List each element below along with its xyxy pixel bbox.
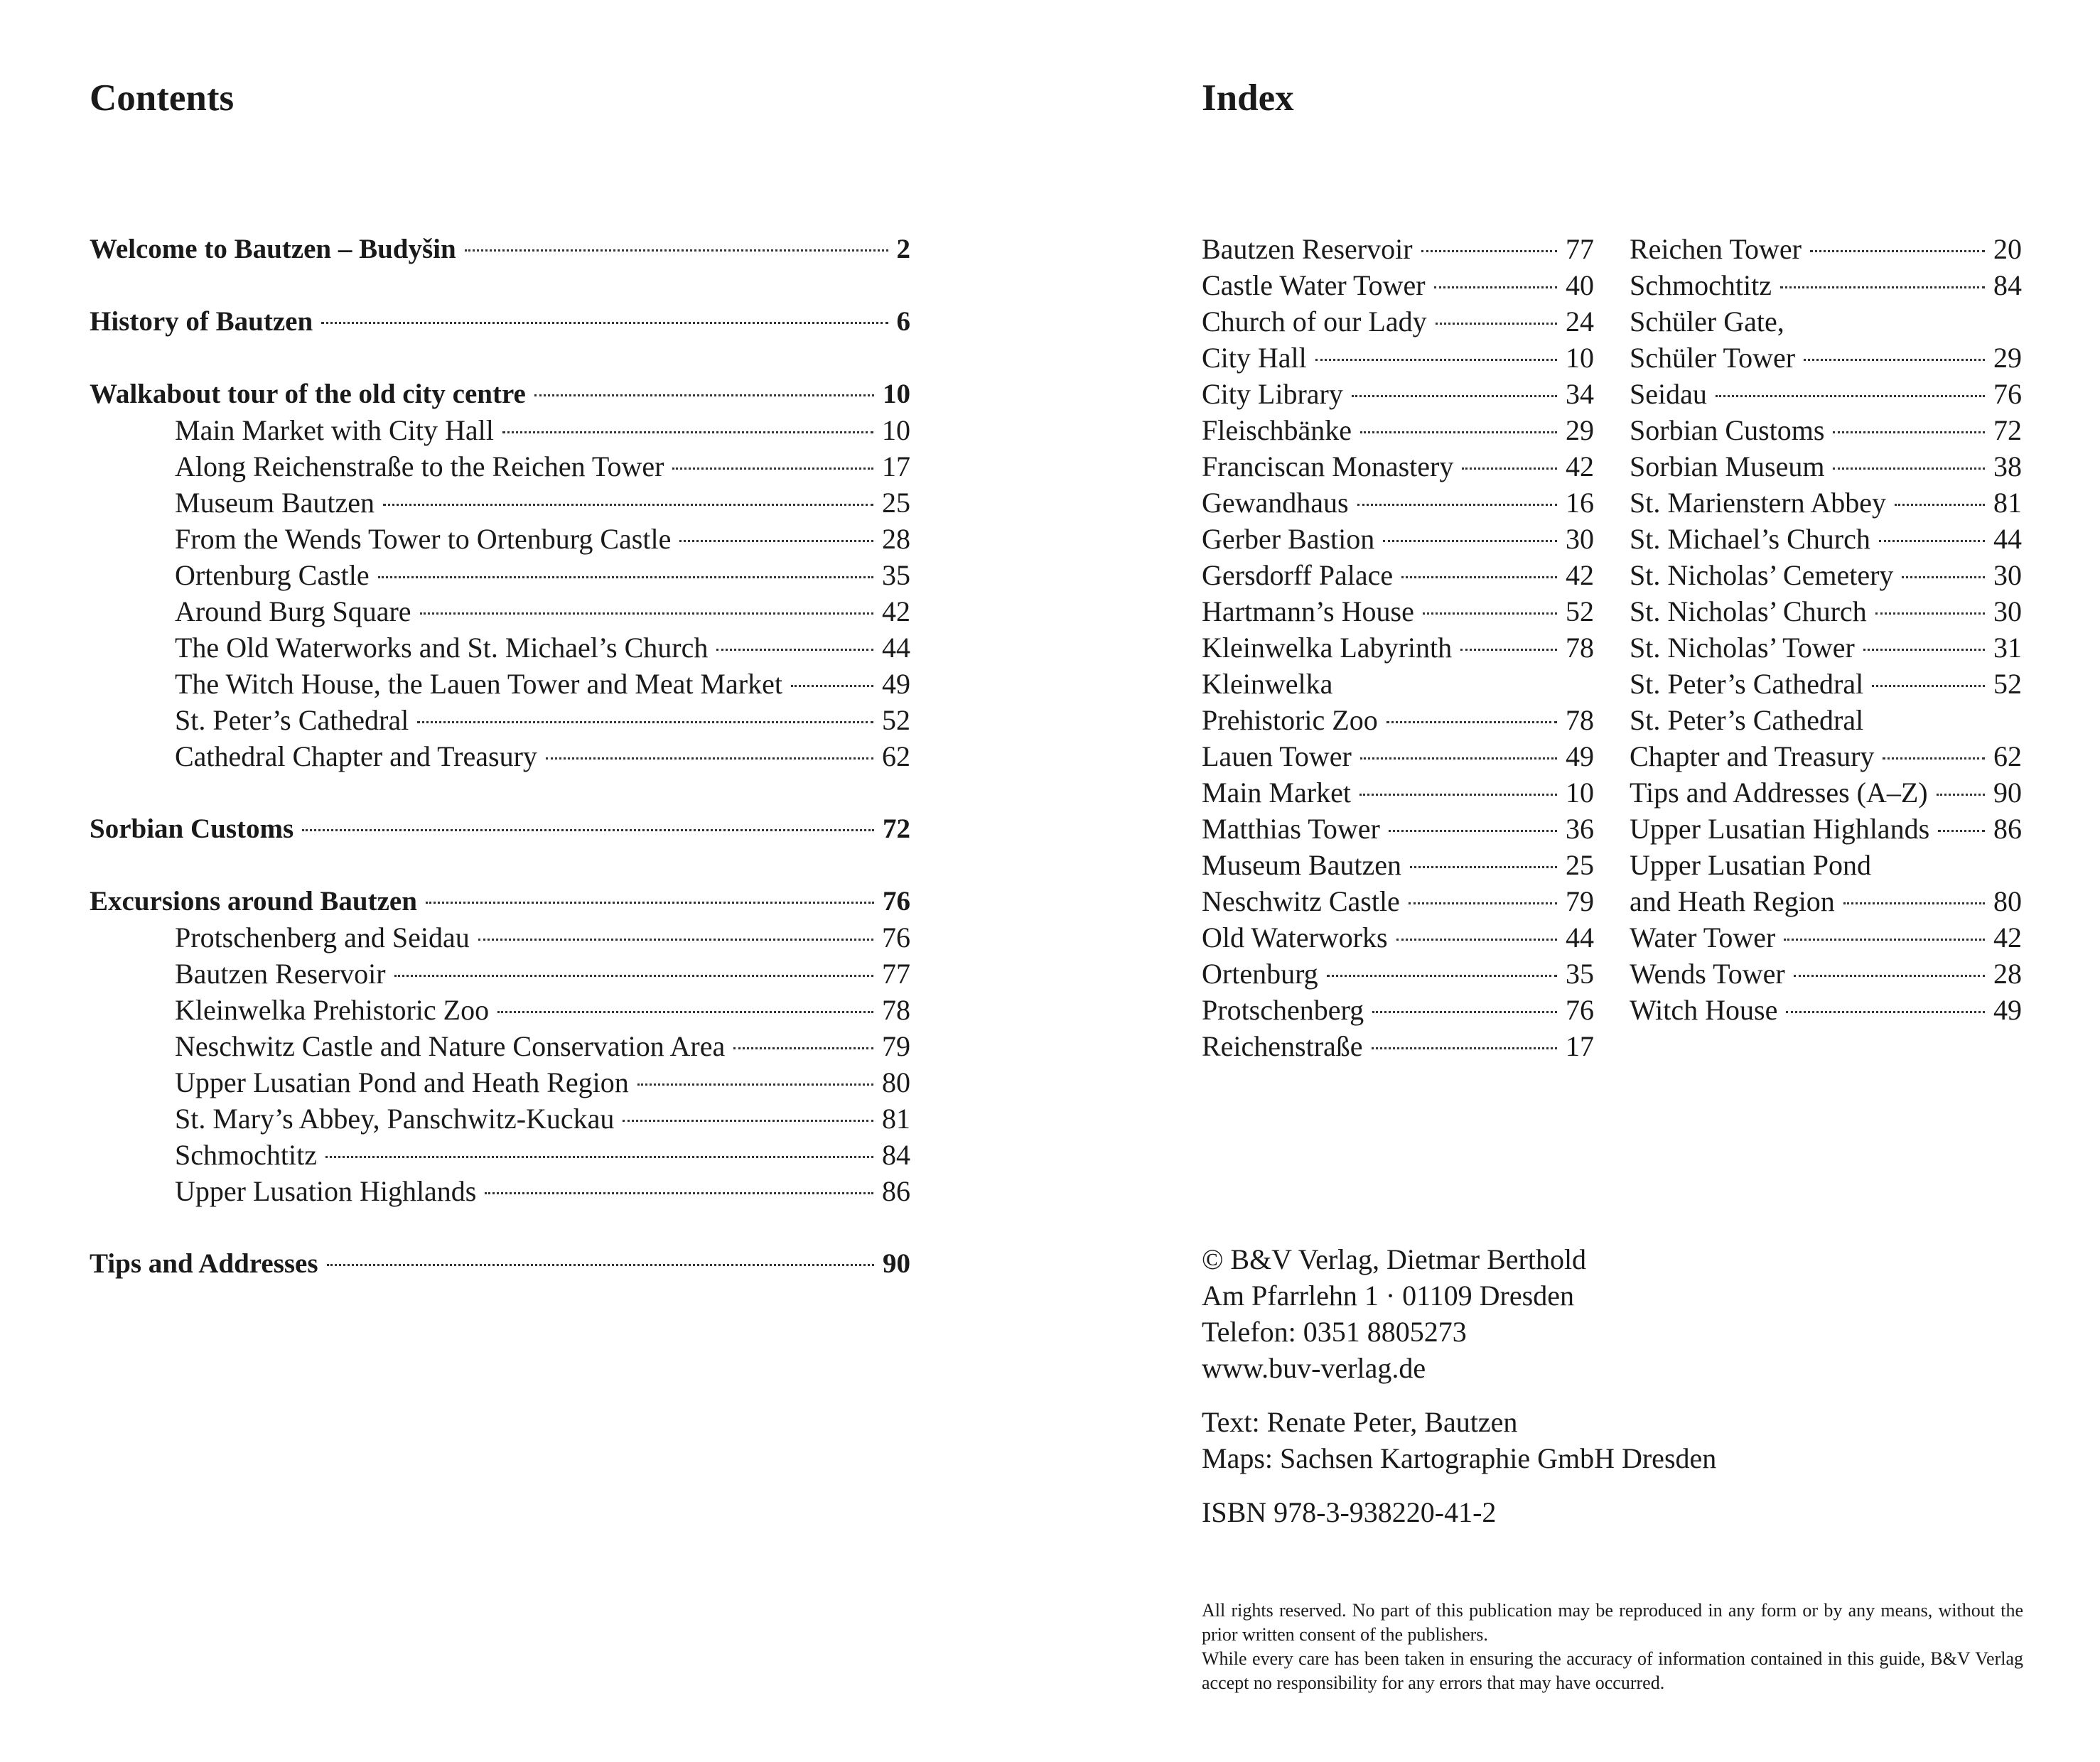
index-entry[interactable] <box>1202 485 1594 521</box>
toc-chapter-label: History of Bautzen <box>90 306 313 337</box>
index-entry[interactable] <box>1630 448 2022 485</box>
toc-entry-label: Bautzen Reservoir <box>175 958 386 990</box>
index-entry-label: St. Michael’s Church <box>1630 523 1870 555</box>
index-entry-page-number: 25 <box>1566 849 1594 881</box>
index-entry-label: Hartmann’s House <box>1202 595 1414 627</box>
dot-leader <box>1786 1011 1985 1013</box>
index-entry-label: Franciscan Monastery <box>1202 450 1454 482</box>
toc-chapter[interactable] <box>90 376 910 412</box>
index-entry-label: St. Nicholas’ Tower <box>1630 632 1855 664</box>
dot-leader <box>1357 504 1557 506</box>
toc-chapter-label: Tips and Addresses <box>90 1248 318 1279</box>
contents-heading: Contents <box>90 77 235 119</box>
index-entry[interactable] <box>1202 1028 1594 1064</box>
toc-entry-label: Along Reichenstraße to the Reichen Tower <box>175 450 664 482</box>
index-entry[interactable] <box>1202 956 1594 992</box>
index-entry-label: Chapter and Treasury <box>1630 740 1875 772</box>
dot-leader <box>1843 902 1985 904</box>
index-entry[interactable] <box>1630 666 2022 702</box>
index-entry-page-number: 16 <box>1566 487 1594 519</box>
index-entry[interactable] <box>1630 629 2022 666</box>
index-entry-page-number: 24 <box>1566 306 1594 337</box>
index-entry-page-number: 84 <box>1993 269 2022 301</box>
index-entry-page-number: 80 <box>1993 885 2022 917</box>
index-entry-label: St. Peter’s Cathedral <box>1630 704 1864 736</box>
index-entry-label: Kleinwelka Labyrinth <box>1202 632 1453 664</box>
toc-entry[interactable] <box>90 738 910 774</box>
dot-leader <box>1460 649 1557 651</box>
toc-entry-page-number: 84 <box>882 1139 910 1171</box>
index-entry-page-number: 17 <box>1566 1030 1594 1062</box>
index-entry-label: Sorbian Customs <box>1630 414 1825 446</box>
index-entry-label: St. Peter’s Cathedral <box>1630 668 1864 700</box>
index-entry-label: Schüler Tower <box>1630 342 1796 374</box>
index-entry-label: Upper Lusatian Pond <box>1630 849 1871 881</box>
toc-chapter[interactable] <box>90 883 910 919</box>
toc-chapter[interactable] <box>90 1245 910 1282</box>
disclaimer <box>1202 1599 2023 1695</box>
index-entry[interactable] <box>1202 738 1594 774</box>
dot-leader <box>1372 1047 1557 1049</box>
toc-entry-page-number: 77 <box>882 958 910 990</box>
index-entry[interactable] <box>1630 231 2022 267</box>
index-entry-label: Main Market <box>1202 777 1351 809</box>
publisher-address: Am Pfarrlehn 1 · 01109 Dresden <box>1202 1280 1574 1312</box>
index-entry-page-number: 42 <box>1993 921 2022 953</box>
index-entry-page-number: 49 <box>1566 740 1594 772</box>
index-entry[interactable] <box>1630 992 2022 1028</box>
dot-leader <box>485 1192 873 1194</box>
toc-entry-page-number: 52 <box>882 704 910 736</box>
toc-section <box>90 883 910 1209</box>
index-entry[interactable] <box>1630 303 2022 340</box>
index-entry-label: St. Marienstern Abbey <box>1630 487 1887 519</box>
toc-entry-page-number: 44 <box>882 632 910 664</box>
toc-entry[interactable] <box>90 992 910 1028</box>
toc-chapter-page-number: 10 <box>883 379 910 409</box>
index-entry-page-number: 42 <box>1566 559 1594 591</box>
dot-leader <box>1315 359 1557 361</box>
dot-leader <box>426 902 874 904</box>
dot-leader <box>383 504 873 506</box>
dot-leader <box>1794 975 1985 977</box>
index-column-1 <box>1202 231 1594 1064</box>
index-entry-page-number: 44 <box>1566 921 1594 953</box>
toc-entry-label: Main Market with City Hall <box>175 414 494 446</box>
toc-entry-label: Museum Bautzen <box>175 487 375 519</box>
index-entry-page-number: 40 <box>1566 269 1594 301</box>
toc-entry[interactable] <box>90 629 910 666</box>
toc-entry-page-number: 35 <box>882 559 910 591</box>
index-entry-label: Reichen Tower <box>1630 233 1802 265</box>
index-entry-page-number: 30 <box>1993 559 2022 591</box>
index-entry[interactable] <box>1630 847 2022 883</box>
index-entry[interactable] <box>1630 267 2022 303</box>
index-entry[interactable] <box>1630 593 2022 629</box>
dot-leader <box>1804 359 1985 361</box>
imprint <box>1202 1241 2026 1548</box>
publisher-name: © B&V Verlag, Dietmar Berthold <box>1202 1243 1587 1275</box>
index-entry-page-number: 31 <box>1993 632 2022 664</box>
dot-leader <box>623 1120 873 1122</box>
dot-leader <box>716 649 873 651</box>
dot-leader <box>1462 467 1557 470</box>
toc-chapter[interactable] <box>90 231 910 267</box>
index-entry-page-number: 36 <box>1566 813 1594 845</box>
toc-entry-page-number: 42 <box>882 595 910 627</box>
publisher-block <box>1202 1241 2026 1386</box>
toc-entry[interactable] <box>90 956 910 992</box>
dot-leader <box>417 721 873 723</box>
dot-leader <box>1372 1011 1557 1013</box>
toc-entry[interactable] <box>90 702 910 738</box>
index-entry-label: Neschwitz Castle <box>1202 885 1400 917</box>
maps-credit: Maps: Sachsen Kartographie GmbH Dresden <box>1202 1442 1717 1474</box>
index-entry[interactable] <box>1630 485 2022 521</box>
index-entry[interactable] <box>1630 811 2022 847</box>
toc-entry-page-number: 10 <box>882 414 910 446</box>
dot-leader <box>1716 395 1985 397</box>
toc-chapter-page-number: 2 <box>896 234 910 264</box>
index-entry-page-number: 10 <box>1566 777 1594 809</box>
toc-section <box>90 376 910 774</box>
dot-leader <box>546 757 873 760</box>
index-entry-label: Prehistoric Zoo <box>1202 704 1378 736</box>
dot-leader <box>420 612 873 615</box>
dot-leader <box>325 1156 873 1158</box>
dot-leader <box>1386 721 1557 723</box>
toc-entry[interactable] <box>90 919 910 956</box>
toc-entry-label: Kleinwelka Prehistoric Zoo <box>175 994 490 1026</box>
index-entry-page-number: 76 <box>1993 378 2022 410</box>
index-entry[interactable] <box>1202 811 1594 847</box>
index-entry[interactable] <box>1202 919 1594 956</box>
index-entry-label: Museum Bautzen <box>1202 849 1402 881</box>
index-entry-label: and Heath Region <box>1630 885 1835 917</box>
index-entry-label: Bautzen Reservoir <box>1202 233 1413 265</box>
index-entry[interactable] <box>1202 376 1594 412</box>
index-entry[interactable] <box>1202 593 1594 629</box>
dot-leader <box>394 975 873 977</box>
index-entry-label: Upper Lusatian Highlands <box>1630 813 1930 845</box>
index-entry[interactable] <box>1202 303 1594 340</box>
index-entry-page-number: 38 <box>1993 450 2022 482</box>
dot-leader <box>733 1047 873 1049</box>
rights-notice: All rights reserved. No part of this publication may be reproduced in any form or by any means, without the prior written consent of the publishers. <box>1202 1600 2023 1645</box>
index-entry[interactable] <box>1630 956 2022 992</box>
toc-chapter-page-number: 76 <box>883 886 910 917</box>
dot-leader <box>1883 757 1985 760</box>
index-entry-page-number: 86 <box>1993 813 2022 845</box>
index-column-2 <box>1630 231 2022 1028</box>
dot-leader <box>1434 286 1557 288</box>
index-entry-page-number: 62 <box>1993 740 2022 772</box>
toc-entry[interactable] <box>90 412 910 448</box>
dot-leader <box>637 1083 873 1086</box>
index-entry-label: Gersdorff Palace <box>1202 559 1394 591</box>
dot-leader <box>1833 431 1985 433</box>
dot-leader <box>534 394 874 396</box>
toc-entry-label: From the Wends Tower to Ortenburg Castle <box>175 523 672 555</box>
index-entry-label: Lauen Tower <box>1202 740 1352 772</box>
index-entry-label: Gerber Bastion <box>1202 523 1375 555</box>
index-entry-page-number: 42 <box>1566 450 1594 482</box>
toc-entry-page-number: 49 <box>882 668 910 700</box>
toc-entry[interactable] <box>90 1028 910 1064</box>
dot-leader <box>497 1011 873 1013</box>
dot-leader <box>1421 250 1557 252</box>
index-entry-page-number: 29 <box>1566 414 1594 446</box>
dot-leader <box>679 540 873 542</box>
toc-entry[interactable] <box>90 1064 910 1101</box>
index-entry-label: Sorbian Museum <box>1630 450 1825 482</box>
index-entry-label: Matthias Tower <box>1202 813 1380 845</box>
toc-entry[interactable] <box>90 666 910 702</box>
index-entry-page-number: 52 <box>1993 668 2022 700</box>
toc-entry-label: Cathedral Chapter and Treasury <box>175 740 537 772</box>
index-entry[interactable] <box>1630 557 2022 593</box>
index-entry[interactable] <box>1630 340 2022 376</box>
index-entry-page-number: 77 <box>1566 233 1594 265</box>
dot-leader <box>1352 395 1557 397</box>
toc-entry-label: The Old Waterworks and St. Michael’s Church <box>175 632 709 664</box>
dot-leader <box>478 939 873 941</box>
toc-entry-label: Upper Lusatian Pond and Heath Region <box>175 1066 629 1098</box>
toc-entry-label: Protschenberg and Seidau <box>175 921 470 953</box>
isbn: ISBN 978-3-938220-41-2 <box>1202 1496 1497 1528</box>
index-entry-label: Ortenburg <box>1202 958 1318 990</box>
index-entry-page-number: 34 <box>1566 378 1594 410</box>
dot-leader <box>1383 540 1557 542</box>
toc-entry-page-number: 78 <box>882 994 910 1026</box>
index-entry[interactable] <box>1202 883 1594 919</box>
dot-leader <box>1389 830 1557 832</box>
dot-leader <box>1784 939 1985 941</box>
index-entry[interactable] <box>1202 629 1594 666</box>
index-entry-page-number: 30 <box>1566 523 1594 555</box>
index-page <box>1050 0 2100 1762</box>
index-entry-label: Protschenberg <box>1202 994 1364 1026</box>
index-entry[interactable] <box>1202 847 1594 883</box>
toc-section <box>90 303 910 340</box>
dot-leader <box>302 829 874 831</box>
index-entry-page-number: 90 <box>1993 777 2022 809</box>
dot-leader <box>1410 866 1557 868</box>
dot-leader <box>327 1264 874 1266</box>
dot-leader <box>791 685 873 687</box>
toc-entry[interactable] <box>90 485 910 521</box>
dot-leader <box>321 322 888 324</box>
index-entry-page-number: 20 <box>1993 233 2022 265</box>
index-entry-label: Gewandhaus <box>1202 487 1349 519</box>
index-entry-page-number: 44 <box>1993 523 2022 555</box>
toc-entry[interactable] <box>90 521 910 557</box>
toc-entry[interactable] <box>90 1173 910 1209</box>
dot-leader <box>1436 323 1557 325</box>
dot-leader <box>1879 540 1985 542</box>
index-entry-label: Kleinwelka <box>1202 668 1333 700</box>
index-entry-page-number: 72 <box>1993 414 2022 446</box>
index-entry[interactable] <box>1202 557 1594 593</box>
text-credit: Text: Renate Peter, Bautzen <box>1202 1406 1518 1438</box>
dot-leader <box>1872 685 1985 687</box>
index-entry[interactable] <box>1202 521 1594 557</box>
dot-leader <box>378 576 873 578</box>
index-entry-page-number: 30 <box>1993 595 2022 627</box>
index-entry-label: City Hall <box>1202 342 1307 374</box>
toc-entry[interactable] <box>90 593 910 629</box>
dot-leader <box>1902 576 1985 578</box>
publisher-phone: Telefon: 0351 8805273 <box>1202 1316 1467 1348</box>
index-entry-label: Tips and Addresses (A–Z) <box>1630 777 1928 809</box>
isbn-block <box>1202 1494 2026 1530</box>
index-entry[interactable] <box>1202 992 1594 1028</box>
index-entry[interactable] <box>1630 774 2022 811</box>
dot-leader <box>1423 612 1557 615</box>
index-entry[interactable] <box>1202 340 1594 376</box>
index-entry-label: St. Nicholas’ Cemetery <box>1630 559 1894 591</box>
index-entry-page-number: 78 <box>1566 704 1594 736</box>
toc-entry-page-number: 17 <box>882 450 910 482</box>
index-entry[interactable] <box>1202 774 1594 811</box>
toc-entry-page-number: 86 <box>882 1175 910 1207</box>
index-entry[interactable] <box>1202 267 1594 303</box>
toc-section <box>90 1245 910 1282</box>
toc-entry[interactable] <box>90 448 910 485</box>
index-entry[interactable] <box>1630 919 2022 956</box>
dot-leader <box>1359 794 1557 796</box>
index-entry[interactable] <box>1202 666 1594 702</box>
index-entry-label: Schmochtitz <box>1630 269 1772 301</box>
toc-section <box>90 231 910 267</box>
toc-entry-page-number: 81 <box>882 1103 910 1135</box>
dot-leader <box>1396 939 1557 941</box>
index-entry-label: Wends Tower <box>1630 958 1785 990</box>
index-entry-label: Seidau <box>1630 378 1707 410</box>
toc-entry-page-number: 25 <box>882 487 910 519</box>
toc-entry-label: Ortenburg Castle <box>175 559 370 591</box>
toc-entry-page-number: 28 <box>882 523 910 555</box>
index-entry-page-number: 79 <box>1566 885 1594 917</box>
index-entry[interactable] <box>1202 448 1594 485</box>
toc-chapter-label: Walkabout tour of the old city centre <box>90 379 526 409</box>
index-entry[interactable] <box>1202 412 1594 448</box>
toc-entry[interactable] <box>90 1101 910 1137</box>
index-entry-page-number: 10 <box>1566 342 1594 374</box>
index-entry-page-number: 28 <box>1993 958 2022 990</box>
dot-leader <box>1895 504 1985 506</box>
toc-chapter-page-number: 72 <box>883 814 910 844</box>
toc-chapter-label: Sorbian Customs <box>90 814 294 844</box>
publisher-website[interactable]: www.buv-verlag.de <box>1202 1352 1426 1384</box>
dot-leader <box>1327 975 1557 977</box>
index-entry[interactable] <box>1630 521 2022 557</box>
toc-section <box>90 811 910 847</box>
credits-block <box>1202 1404 2026 1476</box>
index-entry-page-number: 35 <box>1566 958 1594 990</box>
index-entry-label: Witch House <box>1630 994 1778 1026</box>
index-entry-label: Water Tower <box>1630 921 1776 953</box>
index-entry[interactable] <box>1202 231 1594 267</box>
index-entry[interactable] <box>1630 376 2022 412</box>
index-entry-label: Old Waterworks <box>1202 921 1388 953</box>
dot-leader <box>1875 612 1985 615</box>
dot-leader <box>1401 576 1557 578</box>
index-entry[interactable] <box>1630 702 2022 738</box>
index-entry[interactable] <box>1630 738 2022 774</box>
index-entry[interactable] <box>1202 702 1594 738</box>
toc-chapter[interactable] <box>90 811 910 847</box>
toc-chapter-label: Excursions around Bautzen <box>90 886 417 917</box>
index-entry-label: Reichenstraße <box>1202 1030 1363 1062</box>
index-entry-page-number: 78 <box>1566 632 1594 664</box>
index-heading: Index <box>1202 77 1294 119</box>
toc-entry[interactable] <box>90 1137 910 1173</box>
liability-notice: While every care has been taken in ensuring the accuracy of information contained in this guide, B&V Verlag accept no responsibility for any errors that may have occurred. <box>1202 1648 2023 1693</box>
toc-entry-page-number: 62 <box>882 740 910 772</box>
toc-entry-label: St. Mary’s Abbey, Panschwitz-Kuckau <box>175 1103 615 1135</box>
toc-entry-label: Neschwitz Castle and Nature Conservation Area <box>175 1030 726 1062</box>
index-entry-label: St. Nicholas’ Church <box>1630 595 1867 627</box>
index-entry-page-number: 76 <box>1566 994 1594 1026</box>
table-of-contents <box>90 231 910 1318</box>
toc-chapter-page-number: 90 <box>883 1248 910 1279</box>
index-entry-page-number: 81 <box>1993 487 2022 519</box>
dot-leader <box>1863 649 1985 651</box>
dot-leader <box>1810 250 1985 252</box>
index-entry-label: City Library <box>1202 378 1343 410</box>
toc-entry-page-number: 80 <box>882 1066 910 1098</box>
toc-entry-label: The Witch House, the Lauen Tower and Meat Market <box>175 668 782 700</box>
toc-entry-label: Schmochtitz <box>175 1139 317 1171</box>
dot-leader <box>1937 794 1985 796</box>
index-entry[interactable] <box>1630 412 2022 448</box>
dot-leader <box>1780 286 1985 288</box>
dot-leader <box>502 431 873 433</box>
dot-leader <box>672 467 873 470</box>
index-entry-page-number: 29 <box>1993 342 2022 374</box>
dot-leader <box>1360 431 1557 433</box>
dot-leader <box>1409 902 1557 904</box>
toc-entry-label: Upper Lusation Highlands <box>175 1175 477 1207</box>
index-entry-label: Fleischbänke <box>1202 414 1352 446</box>
index-entry-label: Schüler Gate, <box>1630 306 1784 337</box>
toc-entry[interactable] <box>90 557 910 593</box>
toc-chapter-page-number: 6 <box>896 306 910 337</box>
index-entry-page-number: 49 <box>1993 994 2022 1026</box>
toc-chapter-label: Welcome to Bautzen – Budyšin <box>90 234 456 264</box>
dot-leader <box>1938 830 1985 832</box>
toc-entry-page-number: 79 <box>882 1030 910 1062</box>
index-entry[interactable] <box>1630 883 2022 919</box>
dot-leader <box>1833 467 1985 470</box>
toc-entry-label: St. Peter’s Cathedral <box>175 704 409 736</box>
toc-chapter[interactable] <box>90 303 910 340</box>
dot-leader <box>1360 757 1557 760</box>
index-entry-label: Church of our Lady <box>1202 306 1427 337</box>
toc-entry-page-number: 76 <box>882 921 910 953</box>
index-entry-label: Castle Water Tower <box>1202 269 1426 301</box>
dot-leader <box>465 249 888 252</box>
toc-entry-label: Around Burg Square <box>175 595 411 627</box>
index-entry-page-number: 52 <box>1566 595 1594 627</box>
